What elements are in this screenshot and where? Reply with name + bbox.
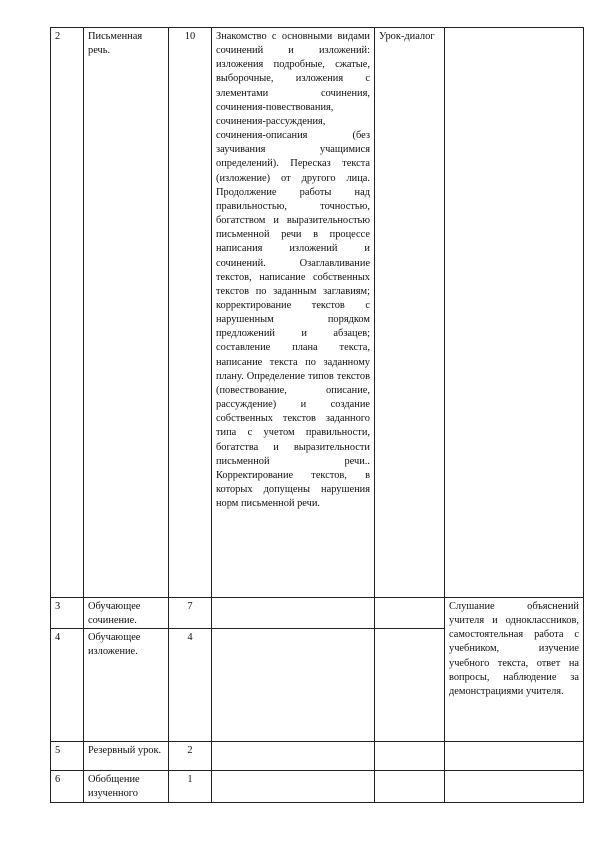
- lesson-plan-table: [50, 27, 584, 803]
- row-number: 5: [51, 742, 84, 771]
- table-row: [51, 28, 584, 598]
- content-cell: Знакомство с основными видами сочинений и изложений: изложения подробные, сжатые, выборочные, изложения с элементами сочинения, сочинения-повествования, сочинения-рассуждения, сочинения-описания (без заучивания учащимися определений). Пересказ текста (изложение) от другого лица. Продолжение работы над правильностью, точностью, богатством и выразительностью письменной речи в процессе написания изложений и сочинений. Озаглавливание текстов, написание собственных текстов по заданным заглавиям; корректирование текстов с нарушенным порядком предложений и абзацев; составление плана текста, написание текста по заданному плану. Определение типов текстов (повествование, описание, рассуждение) и создание собственных текстов заданного типа с учетом правильности, богатства и выразительности письменной речи.. Корректирование текстов, в которых допущены нарушения норм письменной речи.: [212, 28, 375, 598]
- table-row: [51, 598, 584, 629]
- activity-cell: [445, 742, 584, 771]
- row-number: 3: [51, 598, 84, 629]
- hours-cell: 10: [169, 28, 212, 598]
- table-row: [51, 771, 584, 802]
- topic-cell: Письменная речь.: [84, 28, 169, 598]
- topic-cell: Обучающее изложение.: [84, 629, 169, 742]
- topic-cell: Резервный урок.: [84, 742, 169, 771]
- content-cell: [212, 742, 375, 771]
- hours-cell: 2: [169, 742, 212, 771]
- lesson-form-cell: [375, 629, 445, 742]
- content-cell: [212, 771, 375, 802]
- topic-cell: Обучающее сочинение.: [84, 598, 169, 629]
- lesson-form-cell: [375, 742, 445, 771]
- lesson-form-cell: [375, 598, 445, 629]
- lesson-form-cell: [375, 771, 445, 802]
- activity-cell: [445, 28, 584, 598]
- content-cell: [212, 598, 375, 629]
- hours-cell: 4: [169, 629, 212, 742]
- lesson-form-cell: Урок-диалог: [375, 28, 445, 598]
- row-number: 4: [51, 629, 84, 742]
- table-row: [51, 742, 584, 771]
- row-number: 6: [51, 771, 84, 802]
- activity-cell: [445, 771, 584, 802]
- hours-cell: 7: [169, 598, 212, 629]
- hours-cell: 1: [169, 771, 212, 802]
- content-cell: [212, 629, 375, 742]
- topic-cell: Обобщение изученного: [84, 771, 169, 802]
- activity-cell: Слушание объяснений учителя и одноклассников, самостоятельная работа с учебником, изучение учебного текста, ответ на вопросы, наблюдение за демонстрациями учителя.: [445, 598, 584, 742]
- row-number: 2: [51, 28, 84, 598]
